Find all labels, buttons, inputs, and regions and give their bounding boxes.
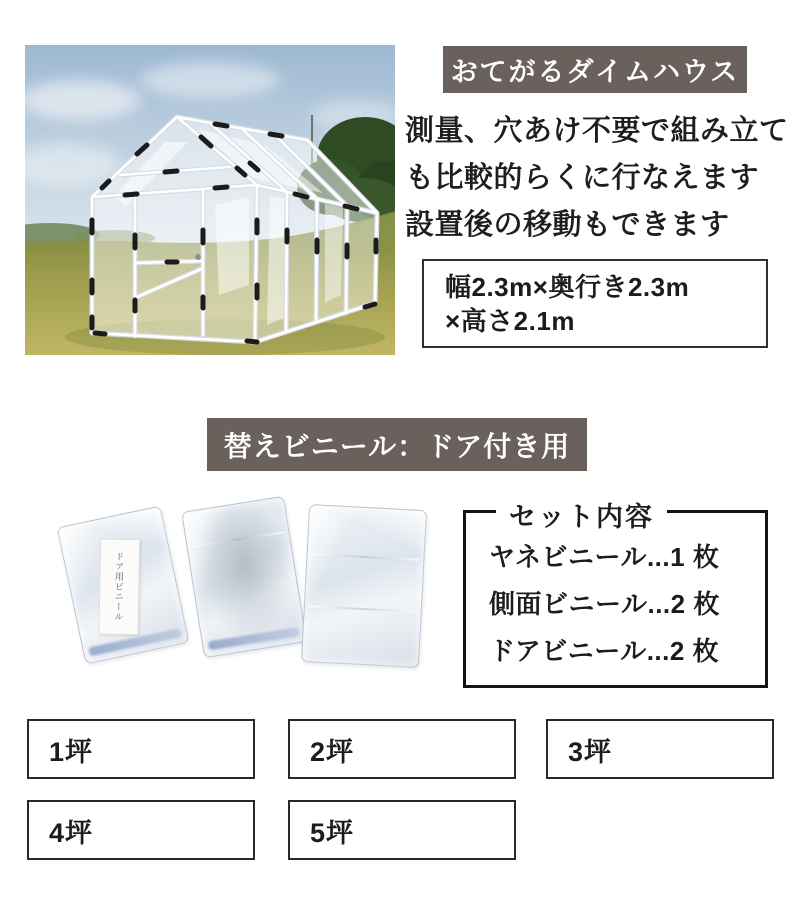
set-contents-box <box>463 502 768 688</box>
size-option-2tsubo[interactable]: 2坪 <box>288 719 516 779</box>
vinyl-packages-photo <box>55 485 455 700</box>
vinyl-package-roof <box>301 504 427 668</box>
package-fold-line <box>312 553 420 561</box>
description-line: 測量、穴あけ不要で組み立て <box>405 115 789 147</box>
product-title-badge: おてがるダイムハウス <box>443 46 747 93</box>
package-fold-line <box>309 605 417 613</box>
set-contents-item: ドアビニール...2 枚 <box>489 636 720 666</box>
product-description <box>405 108 797 249</box>
door-handle <box>195 254 201 260</box>
description-line: も比較的らくに行なえます <box>405 162 760 194</box>
size-option-4tsubo[interactable]: 4坪 <box>27 800 255 860</box>
package-blue-fold <box>208 627 300 650</box>
size-option-5tsubo[interactable]: 5坪 <box>288 800 516 860</box>
set-contents-item: ヤネビニール...1 枚 <box>489 542 720 572</box>
package-label: ドア用ビニール <box>98 538 140 635</box>
dimensions-line: ×高さ2.1m <box>445 306 575 336</box>
vinyl-package-door <box>57 506 190 665</box>
dimensions-line: 幅2.3m×奥行き2.3m <box>445 272 690 302</box>
replacement-vinyl-banner: 替えビニール：ドア付き用 <box>207 418 587 471</box>
greenhouse-photo-art <box>25 45 395 355</box>
dimensions-box <box>422 259 768 348</box>
set-contents-title: セット内容 <box>496 495 667 534</box>
size-option-3tsubo[interactable]: 3坪 <box>546 719 774 779</box>
set-contents-item: 側面ビニール...2 枚 <box>489 589 720 619</box>
size-option-1tsubo[interactable]: 1坪 <box>27 719 255 779</box>
package-fold-line <box>191 531 284 548</box>
description-line: 設置後の移動もできます <box>405 209 730 241</box>
greenhouse-photo <box>25 45 395 355</box>
vinyl-package-side <box>181 496 307 658</box>
